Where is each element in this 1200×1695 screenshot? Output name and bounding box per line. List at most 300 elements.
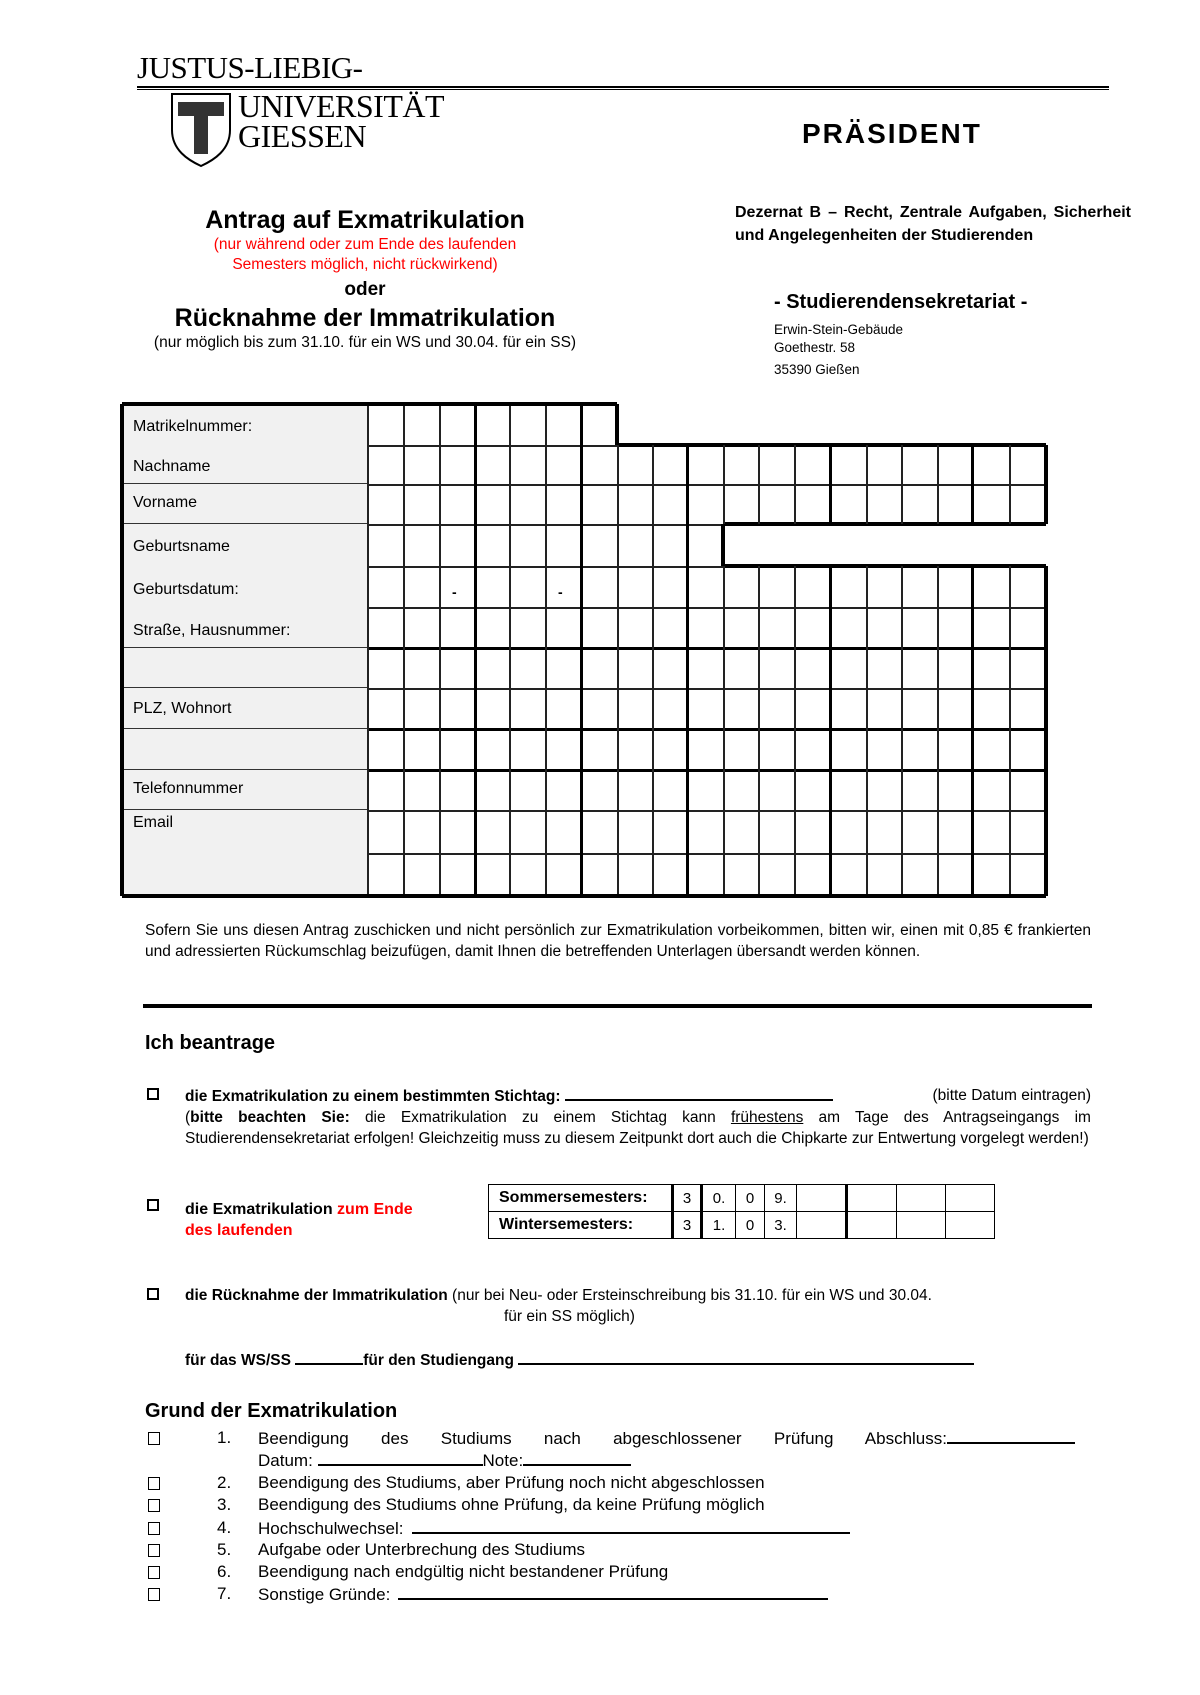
grid-cell[interactable] xyxy=(509,445,545,484)
semester-cell[interactable] xyxy=(946,1212,995,1239)
office-title: PRÄSIDENT xyxy=(802,118,982,149)
grid-cell[interactable] xyxy=(617,607,652,648)
grid-line xyxy=(829,445,832,524)
grid-line xyxy=(474,607,477,896)
grid-cell[interactable] xyxy=(1009,770,1046,810)
option-semesterende-checkbox[interactable] xyxy=(147,1199,159,1211)
grid-cell[interactable] xyxy=(830,648,866,688)
grid-cell[interactable] xyxy=(439,648,475,688)
grid-cell[interactable] xyxy=(439,810,475,853)
grid-cell[interactable] xyxy=(723,853,758,896)
grid-cell[interactable] xyxy=(972,729,1009,770)
grid-cell[interactable] xyxy=(652,810,687,853)
university-name-line3: GIESSEN xyxy=(238,118,367,154)
grid-cell[interactable] xyxy=(581,770,617,810)
grid-cell[interactable] xyxy=(367,484,403,524)
grid-cell[interactable] xyxy=(723,484,758,524)
grid-cell[interactable] xyxy=(545,770,581,810)
grid-cell[interactable] xyxy=(723,770,758,810)
semester-cell[interactable] xyxy=(847,1185,897,1212)
grid-cell[interactable] xyxy=(794,810,830,853)
grid-cell[interactable] xyxy=(687,524,723,566)
grid-line xyxy=(403,404,405,524)
grid-cell[interactable] xyxy=(972,648,1009,688)
university-name-line2: UNIVERSITÄT xyxy=(238,88,445,124)
grid-cell[interactable] xyxy=(545,445,581,484)
grid-cell[interactable] xyxy=(972,853,1009,896)
grid-cell[interactable] xyxy=(972,524,1009,566)
grid-cell[interactable] xyxy=(972,810,1009,853)
grid-cell[interactable] xyxy=(475,648,509,688)
grid-cell[interactable] xyxy=(901,688,937,729)
grid-cell[interactable] xyxy=(367,729,403,770)
grid-cell[interactable] xyxy=(687,648,723,688)
grid-cell[interactable] xyxy=(866,648,901,688)
reason-number: 3. xyxy=(217,1495,232,1514)
grid-cell[interactable] xyxy=(758,770,794,810)
grid-cell[interactable] xyxy=(545,607,581,648)
grid-line xyxy=(1009,445,1011,524)
semester-cell[interactable] xyxy=(797,1212,847,1239)
grid-cell[interactable] xyxy=(687,729,723,770)
grid-cell[interactable] xyxy=(901,607,937,648)
field-label-nachname: Nachname xyxy=(133,458,211,475)
grid-cell[interactable] xyxy=(758,607,794,648)
table-row-wintersemester xyxy=(489,1212,995,1239)
grid-cell[interactable] xyxy=(617,484,652,524)
grid-cell[interactable] xyxy=(403,648,439,688)
grid-cell[interactable] xyxy=(581,810,617,853)
reason-checkbox-4[interactable] xyxy=(148,1522,160,1535)
grid-cell[interactable] xyxy=(830,445,866,484)
grid-cell[interactable] xyxy=(652,688,687,729)
grid-cell[interactable] xyxy=(901,729,937,770)
field-label-cell xyxy=(122,770,367,810)
request-heading: Ich beantrage xyxy=(145,1032,276,1054)
grid-cell[interactable] xyxy=(403,853,439,896)
grid-cell[interactable] xyxy=(687,688,723,729)
grid-cell[interactable] xyxy=(545,648,581,688)
grid-cell[interactable] xyxy=(475,404,509,445)
grid-cell[interactable] xyxy=(439,853,475,896)
grid-cell[interactable] xyxy=(937,770,972,810)
grid-cell[interactable] xyxy=(652,484,687,524)
reason-checkbox-5[interactable] xyxy=(148,1544,160,1557)
address-line-2: Goethestr. 58 xyxy=(774,340,856,355)
grid-cell[interactable] xyxy=(545,729,581,770)
grid-cell[interactable] xyxy=(937,853,972,896)
grid-cell[interactable] xyxy=(758,445,794,484)
grid-cell[interactable] xyxy=(723,648,758,688)
grid-line xyxy=(367,810,1046,812)
option-semesterende: die Exmatrikulation zum Ende des laufenden xyxy=(185,1201,413,1239)
grid-line xyxy=(580,404,583,524)
grid-cell[interactable] xyxy=(866,607,901,648)
grid-cell[interactable] xyxy=(475,607,509,648)
grid-cell[interactable] xyxy=(937,484,972,524)
grid-cell[interactable] xyxy=(475,853,509,896)
grid-cell[interactable] xyxy=(509,648,545,688)
grid-cell[interactable] xyxy=(652,770,687,810)
grid-cell[interactable] xyxy=(439,770,475,810)
grid-cell[interactable] xyxy=(403,524,439,566)
grid-cell[interactable] xyxy=(439,688,475,729)
grid-cell[interactable] xyxy=(1009,648,1046,688)
reasons-heading: Grund der Exmatrikulation xyxy=(145,1400,398,1422)
grid-cell[interactable] xyxy=(367,566,403,607)
option-stichtag-note: (bitte beachten Sie: die Exmatrikulation zu einem Stichtag kann frühestens am Tage des Antragseingangs im Studierendensekretariat erfolgen! Gleichzeitig muss zu diesem Zeitpunkt dort auch die Chipkarte zur Entwertung vorgelegt werden!) xyxy=(185,1109,1091,1147)
semester-cell[interactable] xyxy=(797,1185,847,1212)
grid-line xyxy=(758,566,760,896)
grid-cell[interactable] xyxy=(367,524,403,566)
grid-cell[interactable] xyxy=(403,404,439,445)
grid-cell[interactable] xyxy=(509,853,545,896)
grid-cell[interactable] xyxy=(617,810,652,853)
grid-cell[interactable] xyxy=(509,566,545,607)
grid-cell[interactable] xyxy=(1009,688,1046,729)
grid-cell[interactable] xyxy=(545,524,581,566)
grid-cell[interactable] xyxy=(866,729,901,770)
grid-line xyxy=(758,445,760,524)
grid-cell[interactable] xyxy=(972,770,1009,810)
grid-cell[interactable] xyxy=(758,484,794,524)
reason-checkbox-7[interactable] xyxy=(148,1588,160,1601)
grid-line xyxy=(617,524,619,607)
grid-cell[interactable] xyxy=(581,607,617,648)
grid-cell[interactable] xyxy=(403,566,439,607)
date-separator: - xyxy=(452,584,457,600)
grid-cell[interactable] xyxy=(652,607,687,648)
grid-cell[interactable] xyxy=(1009,524,1046,566)
grid-cell[interactable] xyxy=(403,810,439,853)
grid-line xyxy=(652,524,654,607)
grid-cell[interactable] xyxy=(545,404,581,445)
hochschulwechsel-field[interactable] xyxy=(412,1518,850,1534)
grid-cell[interactable] xyxy=(545,566,581,607)
grid-line xyxy=(686,524,689,607)
grid-cell[interactable] xyxy=(509,524,545,566)
option-ruecknahme-checkbox[interactable] xyxy=(147,1288,159,1300)
grid-cell[interactable] xyxy=(581,484,617,524)
grid-cell[interactable] xyxy=(901,648,937,688)
grid-cell[interactable] xyxy=(367,688,403,729)
grid-cell[interactable] xyxy=(617,566,652,607)
reason-item-6 xyxy=(258,1562,668,1582)
grid-cell[interactable] xyxy=(830,524,866,566)
grid-cell[interactable] xyxy=(652,566,687,607)
grid-cell[interactable] xyxy=(866,853,901,896)
grid-cell[interactable] xyxy=(439,524,475,566)
grid-cell[interactable] xyxy=(723,607,758,648)
grid-cell[interactable] xyxy=(866,445,901,484)
grid-line xyxy=(721,524,725,566)
grid-line xyxy=(686,445,689,524)
grid-cell[interactable] xyxy=(439,445,475,484)
grid-cell[interactable] xyxy=(937,729,972,770)
grid-cell[interactable] xyxy=(367,648,403,688)
grid-cell[interactable] xyxy=(758,853,794,896)
grid-cell[interactable] xyxy=(687,853,723,896)
grid-cell[interactable] xyxy=(830,607,866,648)
grid-cell[interactable] xyxy=(794,445,830,484)
grid-line xyxy=(901,566,903,896)
semester-cell: 3 xyxy=(673,1212,702,1239)
reason-number: 4. xyxy=(217,1518,232,1537)
grid-line xyxy=(580,524,583,607)
stichtag-date-field[interactable] xyxy=(565,1085,833,1101)
grid-cell[interactable] xyxy=(794,853,830,896)
grid-line xyxy=(615,404,619,445)
grid-line xyxy=(120,404,124,896)
grid-cell[interactable] xyxy=(830,853,866,896)
grid-cell[interactable] xyxy=(367,445,403,484)
ws-ss-field[interactable] xyxy=(295,1349,363,1365)
grid-cell[interactable] xyxy=(972,445,1009,484)
semester-label: Sommersemesters: xyxy=(489,1185,673,1212)
grid-cell[interactable] xyxy=(475,688,509,729)
reason-item-3 xyxy=(258,1495,765,1515)
grid-cell[interactable] xyxy=(403,770,439,810)
studiengang-field[interactable] xyxy=(518,1349,974,1365)
grid-cell[interactable] xyxy=(758,648,794,688)
grid-cell[interactable] xyxy=(1009,853,1046,896)
grid-line xyxy=(901,445,903,524)
grid-line xyxy=(794,445,796,524)
grid-cell[interactable] xyxy=(972,607,1009,648)
grid-line xyxy=(367,853,1046,855)
sonstige-gruende-field[interactable] xyxy=(398,1584,828,1600)
grid-cell[interactable] xyxy=(509,810,545,853)
grid-cell[interactable] xyxy=(830,688,866,729)
grid-cell[interactable] xyxy=(367,404,403,445)
grid-cell[interactable] xyxy=(937,607,972,648)
grid-cell[interactable] xyxy=(794,484,830,524)
grid-cell[interactable] xyxy=(617,688,652,729)
semester-cell[interactable] xyxy=(847,1212,897,1239)
field-label-cell xyxy=(122,688,367,729)
grid-cell[interactable] xyxy=(1009,810,1046,853)
grid-cell[interactable] xyxy=(617,853,652,896)
reason-checkbox-6[interactable] xyxy=(148,1566,160,1579)
table-row-sommersemester xyxy=(489,1185,995,1212)
grid-cell[interactable] xyxy=(509,688,545,729)
grid-cell[interactable] xyxy=(545,484,581,524)
grid-cell[interactable] xyxy=(581,404,617,445)
field-label-vorname: Vorname xyxy=(133,494,198,511)
option-ruecknahme: die Rücknahme der Immatrikulation (nur bei Neu- oder Ersteinschreibung bis 31.10. für ein WS und 30.04. xyxy=(185,1287,932,1304)
grid-cell[interactable] xyxy=(901,810,937,853)
grid-cell[interactable] xyxy=(866,810,901,853)
grid-cell[interactable] xyxy=(367,607,403,648)
grid-cell[interactable] xyxy=(866,524,901,566)
grid-cell[interactable] xyxy=(581,853,617,896)
grid-cell[interactable] xyxy=(830,810,866,853)
grid-cell[interactable] xyxy=(617,524,652,566)
reason-1-details xyxy=(258,1450,631,1471)
grid-cell[interactable] xyxy=(758,688,794,729)
grid-cell[interactable] xyxy=(901,484,937,524)
reason-checkbox-1[interactable] xyxy=(148,1432,160,1445)
grid-cell[interactable] xyxy=(581,688,617,729)
grid-cell[interactable] xyxy=(439,566,475,607)
grid-cell[interactable] xyxy=(687,770,723,810)
grid-cell[interactable] xyxy=(1009,729,1046,770)
grid-cell[interactable] xyxy=(367,853,403,896)
grid-cell[interactable] xyxy=(403,688,439,729)
grid-cell[interactable] xyxy=(581,524,617,566)
grid-cell[interactable] xyxy=(937,524,972,566)
grid-cell[interactable] xyxy=(581,729,617,770)
grid-cell[interactable] xyxy=(901,445,937,484)
grid-cell[interactable] xyxy=(794,729,830,770)
grid-cell[interactable] xyxy=(794,607,830,648)
grid-cell[interactable] xyxy=(652,853,687,896)
grid-cell[interactable] xyxy=(723,688,758,729)
grid-cell[interactable] xyxy=(758,729,794,770)
grid-cell[interactable] xyxy=(439,404,475,445)
field-label-strasse: Straße, Hausnummer: xyxy=(133,622,291,639)
grid-cell[interactable] xyxy=(687,484,723,524)
grid-cell[interactable] xyxy=(439,729,475,770)
grid-cell[interactable] xyxy=(581,445,617,484)
grid-cell[interactable] xyxy=(403,445,439,484)
reason-checkbox-3[interactable] xyxy=(148,1499,160,1512)
grid-line xyxy=(794,566,796,896)
grid-cell[interactable] xyxy=(475,566,509,607)
semester-cell[interactable] xyxy=(897,1185,946,1212)
grid-cell[interactable] xyxy=(652,648,687,688)
grid-cell[interactable] xyxy=(687,810,723,853)
grid-cell[interactable] xyxy=(545,688,581,729)
grid-line xyxy=(652,607,654,896)
grid-cell[interactable] xyxy=(723,524,758,566)
grid-cell[interactable] xyxy=(403,729,439,770)
grid-cell[interactable] xyxy=(687,445,723,484)
grid-line xyxy=(439,404,441,524)
grid-cell[interactable] xyxy=(617,729,652,770)
grid-cell[interactable] xyxy=(652,524,687,566)
grid-cell[interactable] xyxy=(830,729,866,770)
field-label-plz: PLZ, Wohnort xyxy=(133,700,232,717)
grid-cell[interactable] xyxy=(581,566,617,607)
grid-cell[interactable] xyxy=(937,688,972,729)
form-title-oder: oder xyxy=(344,279,386,300)
reason-number: 5. xyxy=(217,1540,232,1559)
field-label-cell xyxy=(122,484,367,524)
grid-cell[interactable] xyxy=(830,770,866,810)
reason-item-7 xyxy=(258,1584,828,1605)
grid-cell[interactable] xyxy=(1009,607,1046,648)
grid-cell[interactable] xyxy=(509,484,545,524)
abschluss-field[interactable] xyxy=(947,1428,1075,1444)
grid-cell[interactable] xyxy=(367,810,403,853)
grid-cell[interactable] xyxy=(830,484,866,524)
grid-line xyxy=(122,894,1046,898)
semester-cell: 0 xyxy=(736,1212,765,1239)
grid-cell[interactable] xyxy=(723,445,758,484)
grid-cell[interactable] xyxy=(794,524,830,566)
option-stichtag-checkbox[interactable] xyxy=(147,1088,159,1100)
grid-cell[interactable] xyxy=(937,648,972,688)
grid-cell[interactable] xyxy=(545,810,581,853)
grid-cell[interactable] xyxy=(367,770,403,810)
grid-cell[interactable] xyxy=(866,484,901,524)
grid-cell[interactable] xyxy=(901,524,937,566)
grid-cell[interactable] xyxy=(1009,445,1046,484)
grid-cell[interactable] xyxy=(617,648,652,688)
semester-cell: 3 xyxy=(673,1185,702,1212)
note-field[interactable] xyxy=(523,1450,631,1466)
grid-cell[interactable] xyxy=(866,770,901,810)
grid-cell[interactable] xyxy=(509,770,545,810)
grid-line xyxy=(971,566,974,896)
grid-cell[interactable] xyxy=(1009,484,1046,524)
grid-cell[interactable] xyxy=(617,445,652,484)
form-title-note-2: Semesters möglich, nicht rückwirkend) xyxy=(232,256,498,273)
option-stichtag-label: die Exmatrikulation zu einem bestimmten Stichtag: xyxy=(185,1088,561,1105)
grid-line xyxy=(367,647,1046,650)
reason-checkbox-2[interactable] xyxy=(148,1477,160,1490)
grid-cell[interactable] xyxy=(794,770,830,810)
semester-cell[interactable] xyxy=(946,1185,995,1212)
reason-text: Beendigung des Studiums nach abgeschlossener Prüfung Abschluss: xyxy=(258,1429,947,1448)
grid-cell[interactable] xyxy=(937,810,972,853)
grid-cell[interactable] xyxy=(972,484,1009,524)
grid-cell[interactable] xyxy=(723,810,758,853)
grid-cell[interactable] xyxy=(758,524,794,566)
grid-cell[interactable] xyxy=(475,445,509,484)
grid-line xyxy=(545,524,547,607)
grid-cell[interactable] xyxy=(687,566,723,607)
grid-line xyxy=(723,564,1046,568)
grid-cell[interactable] xyxy=(509,729,545,770)
grid-cell[interactable] xyxy=(475,770,509,810)
grid-cell[interactable] xyxy=(794,688,830,729)
grid-cell[interactable] xyxy=(403,484,439,524)
grid-cell[interactable] xyxy=(581,648,617,688)
form-title-note-1: (nur während oder zum Ende des laufenden xyxy=(213,236,517,253)
grid-line xyxy=(652,445,654,524)
grid-cell[interactable] xyxy=(901,770,937,810)
grid-cell[interactable] xyxy=(475,810,509,853)
field-label-cell xyxy=(122,524,367,648)
grid-cell[interactable] xyxy=(509,607,545,648)
grid-cell[interactable] xyxy=(652,729,687,770)
grid-cell[interactable] xyxy=(794,648,830,688)
datum-label: Datum: xyxy=(258,1451,313,1470)
semester-cell[interactable] xyxy=(897,1212,946,1239)
grid-cell[interactable] xyxy=(617,770,652,810)
grid-cell[interactable] xyxy=(439,607,475,648)
grid-cell[interactable] xyxy=(866,688,901,729)
grid-cell[interactable] xyxy=(937,445,972,484)
grid-cell[interactable] xyxy=(545,853,581,896)
datum-field[interactable] xyxy=(318,1450,483,1466)
grid-cell[interactable] xyxy=(723,729,758,770)
grid-cell[interactable] xyxy=(652,445,687,484)
grid-cell[interactable] xyxy=(758,810,794,853)
grid-cell[interactable] xyxy=(403,607,439,648)
grid-cell[interactable] xyxy=(687,607,723,648)
grid-cell[interactable] xyxy=(439,484,475,524)
reason-item-4 xyxy=(258,1518,850,1539)
grid-cell[interactable] xyxy=(972,688,1009,729)
grid-cell[interactable] xyxy=(901,853,937,896)
grid-cell[interactable] xyxy=(475,729,509,770)
grid-cell[interactable] xyxy=(475,484,509,524)
grid-cell[interactable] xyxy=(509,404,545,445)
grid-cell[interactable] xyxy=(475,524,509,566)
